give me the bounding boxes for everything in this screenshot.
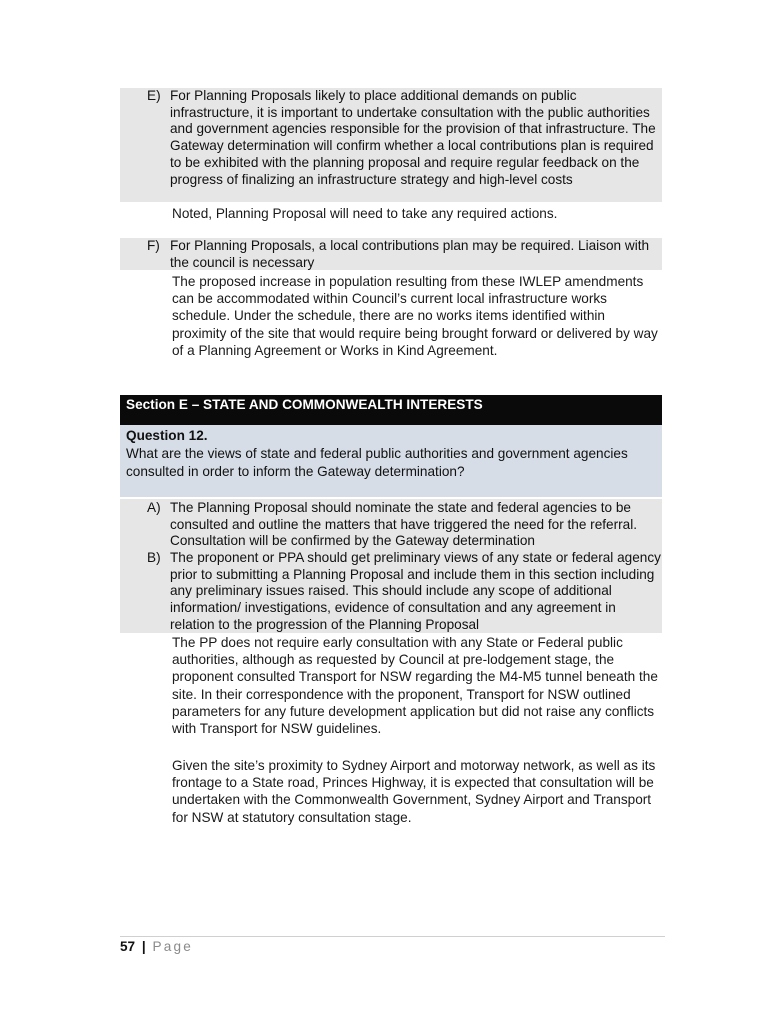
item-e-text: For Planning Proposals likely to place additional demands on public infrastructure, it is important to undertake consultation with the public authorities and government agencies responsible for the provision of that infrastructure. The Gateway determination will confirm whether a local contributions plan is required to be exhibited with the planning proposal and require regular feedback on the progress of finalizing an infrastructure strategy and high-level costs (170, 88, 656, 187)
question-text: What are the views of state and federal public authorities and government agencies consulted in order to inform the Gateway determination? (126, 446, 628, 479)
item-a-text: The Planning Proposal should nominate the state and federal agencies to be consulted and outline the matters that have triggered the need for the referral. Consultation will be confirmed by the Gateway determination (170, 500, 638, 549)
footer-divider (120, 936, 665, 937)
page-number: 57 (120, 939, 136, 954)
item-b-text: The proponent or PPA should get preliminary views of any state or federal agency prior to submitting a Planning Proposal and include them in this section including any preliminary issues raised. This should include any scope of additional information/ investigations, evidence of consultation and any agreement in relation to the progression of the Planning Proposal (170, 550, 661, 632)
item-b-label: B) (147, 550, 161, 565)
response-paragraph-1: The PP does not require early consultation with any State or Federal public authorities, although as requested by Council at pre-lodgement stage, the proponent consulted Transport for NSW regarding the M4-M5 tunnel beneath the site. In their correspondence with the proponent, Transport for NSW outlined parameters for any future development application but did not raise any conflicts with Transport for NSW guidelines. (172, 635, 658, 737)
page-footer (120, 939, 193, 954)
section-e-header (120, 395, 662, 425)
item-e-label: E) (147, 88, 161, 103)
item-e-response: Noted, Planning Proposal will need to take any required actions. (172, 206, 558, 221)
section-e-title: Section E – STATE AND COMMONWEALTH INTERESTS (126, 397, 483, 412)
item-a-label: A) (147, 500, 161, 515)
question-12-box (120, 425, 662, 497)
question-title: Question 12. (126, 428, 208, 443)
response-paragraph-2: Given the site’s proximity to Sydney Airport and motorway network, as well as its frontage to a State road, Princes Highway, it is expected that consultation will be undertaken with the Commonwealth Government, Sydney Airport and Transport for NSW at statutory consultation stage. (172, 758, 656, 825)
item-f-response: The proposed increase in population resulting from these IWLEP amendments can be accommodated within Council’s current local infrastructure works schedule. Under the schedule, there are no works items identified within proximity of the site that would require being brought forward or delivered by way of a Planning Agreement or Works in Kind Agreement. (172, 274, 658, 358)
footer-separator: | (141, 939, 146, 954)
page-label: Page (152, 939, 194, 954)
item-f-text: For Planning Proposals, a local contributions plan may be required. Liaison with the council is necessary (170, 238, 650, 270)
item-f-label: F) (147, 238, 160, 253)
